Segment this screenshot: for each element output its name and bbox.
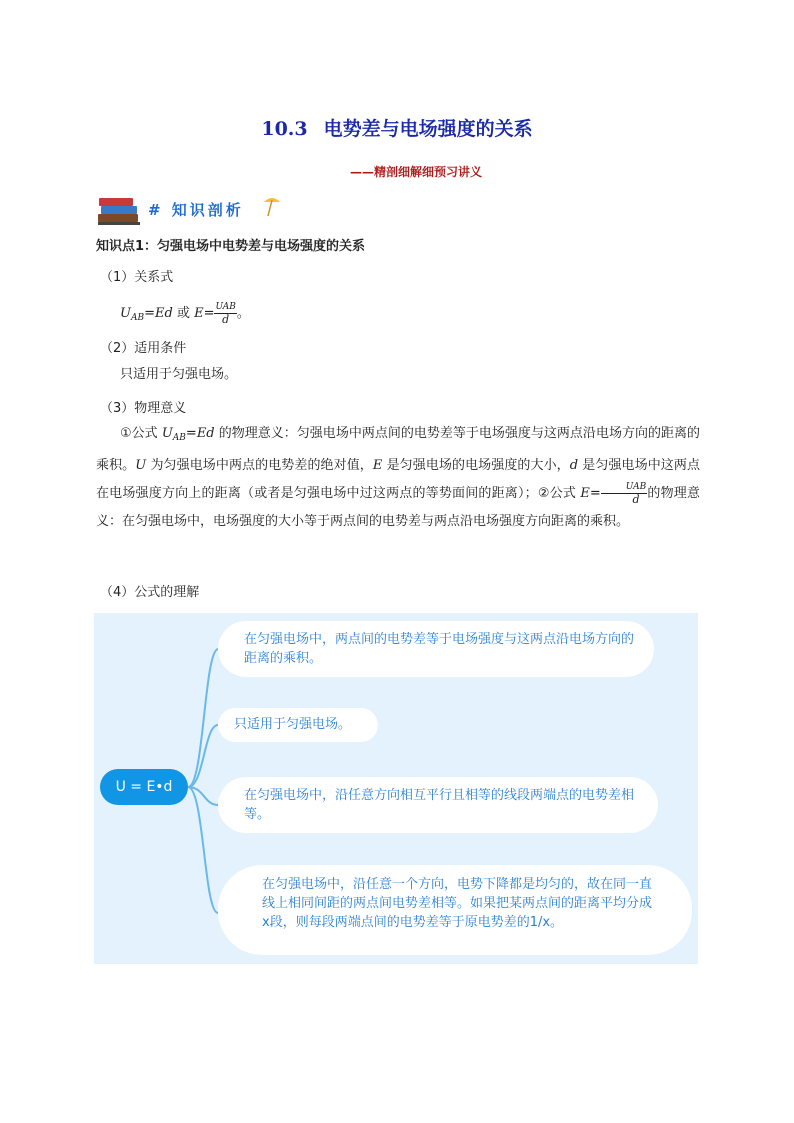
s3-heading: （3）物理意义 [100,401,187,416]
formula-line: $U_{AB}=Ed$ 或 E= $\frac{\text{UAB}}{d}$ 。 [120,302,250,326]
fraction: $\frac{\text{UAB}}{d}$ [601,481,647,506]
section-banner: # 知识剖析 [148,201,244,219]
page-title [0,114,794,141]
s2-heading: （2）适用条件 [100,341,187,356]
s1-heading: （1）关系式 [100,270,174,285]
knowledge-point-heading: 知识点1：匀强电场中电势差与电场强度的关系 [96,239,366,254]
mind-map [94,613,698,964]
mind-map-node: 在匀强电场中，沿任意方向相互平行且相等的线段两端点的电势差相等。 [218,777,658,833]
s2-body: 只适用于匀强电场。 [120,367,238,382]
mind-map-node: 在匀强电场中，沿任意一个方向，电势下降都是均匀的，故在同一直线上相同间距的两点间电势差相等。如果把某两点间的距离平均分成x段，则每段两端点间的电势差等于原电势差的1/x。 [218,865,692,955]
s3-paragraph: ①公式 $U_{AB}=Ed$ 的物理意义：匀强电场中两点间的电势差等于电场强度与这两点沿电场方向的距离的乘积。U 为匀强电场中两点的电势差的绝对值，E 是匀强电场的电场强度的大小，d 是匀强电场中这两点在电场强度方向上的距离（或者是匀强电场中过这两点的等势面间的距离）；②公式 E= $\frac{\text{UAB}}{d}$ 的物理意义：在匀强电场中，电场强度的大小等于两点间的电势差与两点沿电场强度方向距离的乘积。 [96,426,700,529]
mind-map-node: 在匀强电场中，两点间的电势差等于电场强度与这两点沿电场方向的距离的乘积。 [218,621,654,677]
mind-map-node: 只适用于匀强电场。 [218,708,378,742]
mind-map-root: U = E•d [100,769,188,805]
fraction: $\frac{\text{UAB}}{d}$ [215,302,236,326]
title-text: 电势差与电场强度的关系 [323,118,533,140]
subtitle: ——精剖细解细预习讲义 [350,165,483,179]
s4-heading: （4）公式的理解 [100,585,200,600]
section-number: 10.3 [261,118,308,140]
